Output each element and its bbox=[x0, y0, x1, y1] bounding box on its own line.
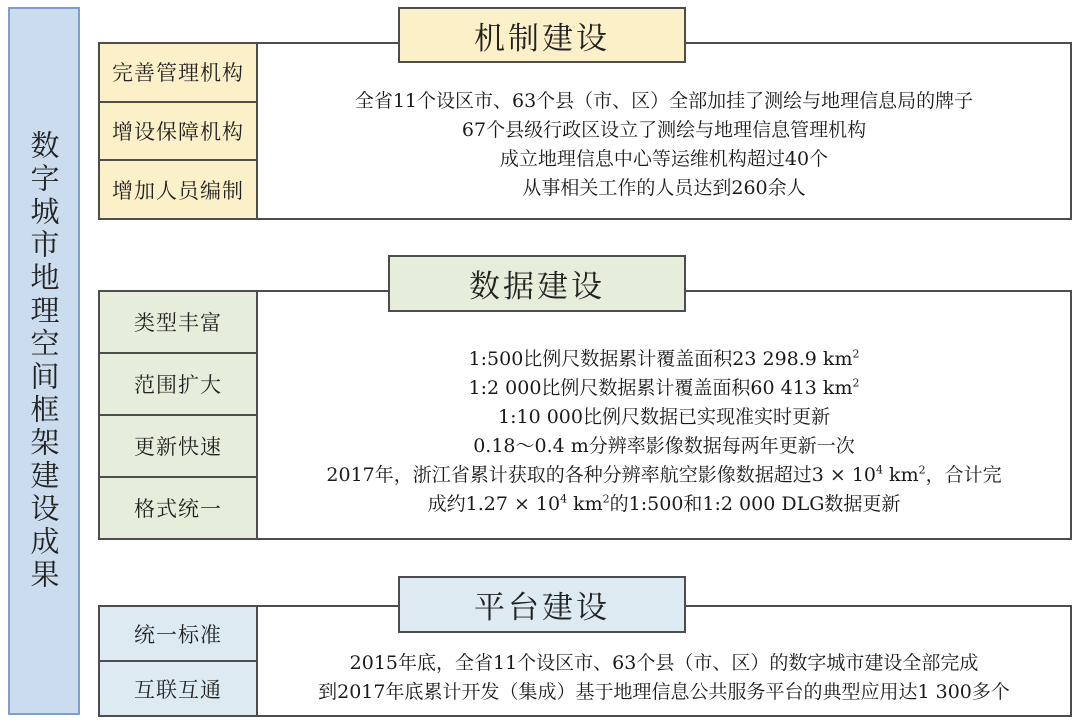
mechanism-category-column bbox=[100, 44, 258, 218]
exponent-superscript: 4 bbox=[876, 463, 884, 477]
data-line-4: 0.18～0.4 m分辨率影像数据每两年更新一次 bbox=[473, 435, 855, 457]
unit-superscript: 2 bbox=[602, 492, 610, 506]
data-line-5-unit: km bbox=[883, 464, 919, 486]
mechanism-line: 成立地理信息中心等运维机构超过40个 bbox=[499, 148, 829, 170]
platform-category-column bbox=[100, 607, 258, 715]
sidebar-title-box bbox=[8, 7, 80, 715]
platform-line: 2015年底，全省11个设区市、63个县（市、区）的数字城市建设全部完成 bbox=[349, 652, 979, 674]
data-category-column bbox=[100, 292, 258, 538]
mechanism-panel bbox=[98, 42, 1072, 220]
mechanism-title: 机制建设 bbox=[398, 7, 686, 63]
data-line-1 bbox=[469, 345, 860, 374]
data-title: 数据建设 bbox=[388, 255, 686, 312]
data-line-2-text: 1:2 000比例尺数据累计覆盖面积60 413 km bbox=[468, 377, 853, 399]
data-content bbox=[258, 326, 1070, 538]
data-line-3: 1:10 000比例尺数据已实现准实时更新 bbox=[498, 406, 830, 428]
sidebar-title: 数字城市地理空间框架建设成果 bbox=[26, 130, 61, 592]
data-line-6-tail: 的1:500和1:2 000 DLG数据更新 bbox=[609, 493, 901, 515]
unit-superscript: 2 bbox=[852, 347, 860, 361]
data-line-5 bbox=[326, 461, 1001, 490]
data-line-2 bbox=[469, 374, 860, 403]
mechanism-category: 增加人员编制 bbox=[112, 178, 244, 203]
mechanism-category: 增设保障机构 bbox=[100, 103, 256, 162]
mechanism-category: 完善管理机构 bbox=[100, 44, 256, 103]
data-line-6 bbox=[428, 490, 901, 519]
data-category: 格式统一 bbox=[134, 497, 222, 521]
exponent-superscript: 4 bbox=[560, 492, 568, 506]
mechanism-line: 67个县级行政区设立了测绘与地理信息管理机构 bbox=[461, 119, 867, 141]
platform-category: 统一标准 bbox=[100, 607, 256, 662]
data-line-6-text: 成约1.27 × 10 bbox=[427, 493, 561, 515]
unit-superscript: 2 bbox=[918, 463, 926, 477]
platform-content bbox=[258, 641, 1070, 715]
platform-title: 平台建设 bbox=[398, 576, 686, 633]
platform-line: 到2017年底累计开发（集成）基于地理信息公共服务平台的典型应用达1 300多个 bbox=[318, 681, 1010, 703]
data-line-1-text: 1:500比例尺数据累计覆盖面积23 298.9 km bbox=[468, 348, 853, 370]
data-category: 范围扩大 bbox=[100, 354, 256, 416]
data-category: 更新快速 bbox=[100, 416, 256, 478]
platform-category: 互联互通 bbox=[134, 677, 222, 702]
mechanism-line: 从事相关工作的人员达到260余人 bbox=[522, 177, 806, 199]
data-category: 类型丰富 bbox=[100, 292, 256, 354]
mechanism-content bbox=[258, 72, 1070, 218]
data-line-6-unit: km bbox=[567, 493, 603, 515]
data-panel bbox=[98, 290, 1072, 540]
unit-superscript: 2 bbox=[852, 376, 860, 390]
mechanism-line: 全省11个设区市、63个县（市、区）全部加挂了测绘与地理信息局的牌子 bbox=[354, 90, 974, 112]
data-line-5-tail: ，合计完 bbox=[925, 464, 1002, 486]
data-line-5-text: 2017年，浙江省累计获取的各种分辨率航空影像数据超过3 × 10 bbox=[326, 464, 877, 486]
